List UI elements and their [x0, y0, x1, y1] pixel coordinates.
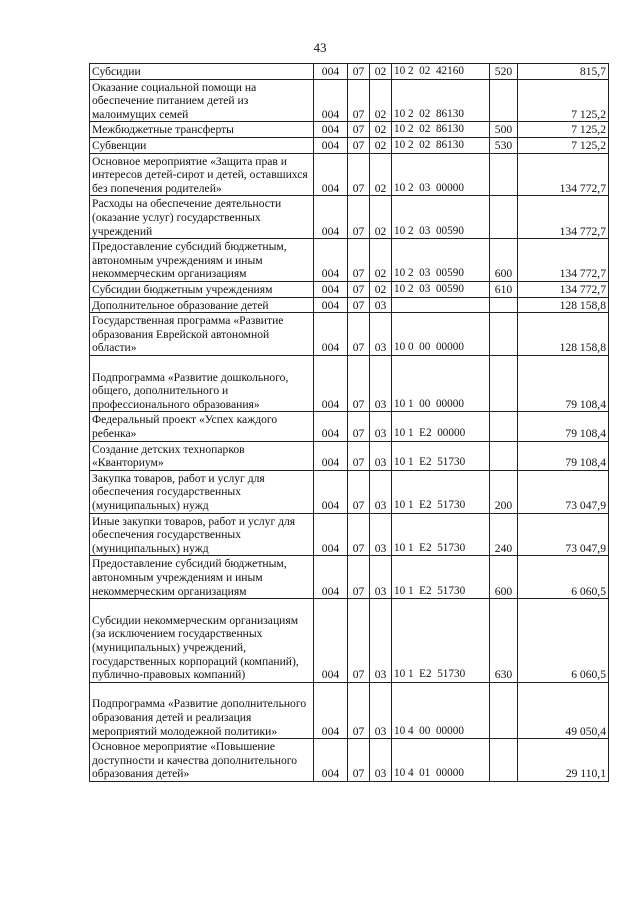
- table-row: [90, 239, 609, 282]
- row-expense-type: [490, 739, 518, 782]
- row-grbs: 004: [314, 599, 348, 683]
- row-section: 07: [348, 355, 370, 411]
- row-section: 07: [348, 556, 370, 599]
- row-target-code: 10 1 E2 51730: [392, 513, 490, 556]
- row-sum: 815,7: [518, 64, 609, 80]
- table-row: [90, 122, 609, 138]
- row-name: Предоставление субсидий бюджетным, автономным учреждениям и иным некоммерческим организациям: [90, 239, 314, 282]
- row-expense-type: 600: [490, 556, 518, 599]
- table-row: [90, 355, 609, 411]
- row-section: 07: [348, 64, 370, 80]
- table-row: [90, 682, 609, 738]
- row-sum: 49 050,4: [518, 682, 609, 738]
- row-grbs: 004: [314, 470, 348, 513]
- row-section: 07: [348, 739, 370, 782]
- row-name: Иные закупки товаров, работ и услуг для обеспечения государственных (муниципальных) нужд: [90, 513, 314, 556]
- row-expense-type: [490, 79, 518, 122]
- row-name: Субсидии бюджетным учреждениям: [90, 281, 314, 297]
- row-grbs: 004: [314, 297, 348, 313]
- row-section: 07: [348, 239, 370, 282]
- row-expense-type: [490, 355, 518, 411]
- row-sum: 7 125,2: [518, 137, 609, 153]
- row-expense-type: [490, 153, 518, 196]
- row-expense-type: [490, 441, 518, 470]
- row-expense-type: [490, 682, 518, 738]
- table-row: [90, 153, 609, 196]
- row-expense-type: 240: [490, 513, 518, 556]
- table-row: [90, 196, 609, 239]
- row-subsection: 02: [370, 281, 392, 297]
- row-subsection: 03: [370, 556, 392, 599]
- table-row: [90, 441, 609, 470]
- row-sum: 29 110,1: [518, 739, 609, 782]
- row-subsection: 03: [370, 313, 392, 356]
- row-target-code: 10 2 03 00000: [392, 153, 490, 196]
- row-expense-type: [490, 313, 518, 356]
- table-row: [90, 513, 609, 556]
- row-section: 07: [348, 441, 370, 470]
- row-target-code: 10 0 00 00000: [392, 313, 490, 356]
- row-target-code: 10 1 E2 51730: [392, 470, 490, 513]
- row-expense-type: [490, 196, 518, 239]
- row-sum: 7 125,2: [518, 79, 609, 122]
- row-name: Субвенции: [90, 137, 314, 153]
- row-sum: 6 060,5: [518, 599, 609, 683]
- table-row: [90, 470, 609, 513]
- row-subsection: 03: [370, 513, 392, 556]
- row-subsection: 02: [370, 79, 392, 122]
- row-target-code: 10 2 03 00590: [392, 239, 490, 282]
- row-target-code: 10 2 03 00590: [392, 281, 490, 297]
- table-row: [90, 412, 609, 441]
- row-grbs: 004: [314, 239, 348, 282]
- row-sum: 134 772,7: [518, 239, 609, 282]
- row-grbs: 004: [314, 313, 348, 356]
- row-target-code: 10 1 E2 51730: [392, 599, 490, 683]
- row-subsection: 02: [370, 153, 392, 196]
- row-subsection: 03: [370, 355, 392, 411]
- row-name: Расходы на обеспечение деятельности (оказание услуг) государственных учреждений: [90, 196, 314, 239]
- table-row: [90, 137, 609, 153]
- row-target-code: 10 1 E2 00000: [392, 412, 490, 441]
- row-expense-type: 600: [490, 239, 518, 282]
- row-expense-type: [490, 297, 518, 313]
- row-name: Подпрограмма «Развитие дополнительного образования детей и реализация мероприятий молодежной политики»: [90, 682, 314, 738]
- row-sum: 134 772,7: [518, 281, 609, 297]
- row-subsection: 03: [370, 599, 392, 683]
- row-grbs: 004: [314, 412, 348, 441]
- row-section: 07: [348, 313, 370, 356]
- row-name: Основное мероприятие «Защита прав и интересов детей-сирот и детей, оставшихся без попечения родителей»: [90, 153, 314, 196]
- row-sum: 79 108,4: [518, 441, 609, 470]
- row-section: 07: [348, 599, 370, 683]
- row-grbs: 004: [314, 739, 348, 782]
- row-name: Оказание социальной помощи на обеспечение питанием детей из малоимущих семей: [90, 79, 314, 122]
- row-expense-type: 530: [490, 137, 518, 153]
- row-sum: 79 108,4: [518, 412, 609, 441]
- row-name: Государственная программа «Развитие образования Еврейской автономной области»: [90, 313, 314, 356]
- row-grbs: 004: [314, 682, 348, 738]
- table-row: [90, 297, 609, 313]
- row-subsection: 02: [370, 239, 392, 282]
- row-sum: 79 108,4: [518, 355, 609, 411]
- row-subsection: 03: [370, 682, 392, 738]
- row-name: Дополнительное образование детей: [90, 297, 314, 313]
- row-grbs: 004: [314, 281, 348, 297]
- row-expense-type: 520: [490, 64, 518, 80]
- row-subsection: 03: [370, 297, 392, 313]
- row-target-code: 10 4 01 00000: [392, 739, 490, 782]
- row-sum: 128 158,8: [518, 297, 609, 313]
- row-grbs: 004: [314, 556, 348, 599]
- row-sum: 134 772,7: [518, 196, 609, 239]
- row-section: 07: [348, 297, 370, 313]
- row-name: Основное мероприятие «Повышение доступности и качества дополнительного образования детей»: [90, 739, 314, 782]
- row-target-code: 10 2 02 42160: [392, 64, 490, 80]
- row-section: 07: [348, 153, 370, 196]
- row-grbs: 004: [314, 79, 348, 122]
- row-subsection: 03: [370, 412, 392, 441]
- row-sum: 6 060,5: [518, 556, 609, 599]
- row-subsection: 03: [370, 470, 392, 513]
- row-expense-type: 630: [490, 599, 518, 683]
- table-row: [90, 64, 609, 80]
- row-subsection: 02: [370, 137, 392, 153]
- row-grbs: 004: [314, 441, 348, 470]
- row-section: 07: [348, 682, 370, 738]
- row-subsection: 02: [370, 64, 392, 80]
- row-section: 07: [348, 137, 370, 153]
- row-sum: 134 772,7: [518, 153, 609, 196]
- row-target-code: 10 4 00 00000: [392, 682, 490, 738]
- row-section: 07: [348, 412, 370, 441]
- row-target-code: 10 1 E2 51730: [392, 441, 490, 470]
- row-grbs: 004: [314, 137, 348, 153]
- row-section: 07: [348, 122, 370, 138]
- row-section: 07: [348, 281, 370, 297]
- row-name: Субсидии: [90, 64, 314, 80]
- row-sum: 73 047,9: [518, 513, 609, 556]
- table-row: [90, 556, 609, 599]
- budget-table: [89, 63, 609, 782]
- row-sum: 128 158,8: [518, 313, 609, 356]
- row-name: Предоставление субсидий бюджетным, автономным учреждениям и иным некоммерческим организациям: [90, 556, 314, 599]
- row-subsection: 03: [370, 441, 392, 470]
- row-sum: 73 047,9: [518, 470, 609, 513]
- row-grbs: 004: [314, 355, 348, 411]
- row-expense-type: [490, 412, 518, 441]
- row-grbs: 004: [314, 513, 348, 556]
- row-expense-type: 500: [490, 122, 518, 138]
- row-subsection: 02: [370, 196, 392, 239]
- row-subsection: 03: [370, 739, 392, 782]
- row-grbs: 004: [314, 196, 348, 239]
- row-target-code: [392, 297, 490, 313]
- table-row: [90, 313, 609, 356]
- row-target-code: 10 1 E2 51730: [392, 556, 490, 599]
- row-sum: 7 125,2: [518, 122, 609, 138]
- row-target-code: 10 2 02 86130: [392, 122, 490, 138]
- row-name: Субсидии некоммерческим организациям (за исключением государственных (муниципальных) учреждений, государственных корпораций (компаний), публично-правовых компаний): [90, 599, 314, 683]
- row-section: 07: [348, 513, 370, 556]
- row-section: 07: [348, 79, 370, 122]
- row-target-code: 10 2 02 86130: [392, 79, 490, 122]
- row-name: Федеральный проект «Успех каждого ребенка»: [90, 412, 314, 441]
- row-target-code: 10 1 00 00000: [392, 355, 490, 411]
- row-name: Подпрограмма «Развитие дошкольного, общего, дополнительного и профессионального образования»: [90, 355, 314, 411]
- table-row: [90, 599, 609, 683]
- row-name: Закупка товаров, работ и услуг для обеспечения государственных (муниципальных) нужд: [90, 470, 314, 513]
- row-section: 07: [348, 196, 370, 239]
- table-row: [90, 739, 609, 782]
- row-target-code: 10 2 03 00590: [392, 196, 490, 239]
- page-number: 43: [313, 40, 327, 55]
- row-expense-type: 200: [490, 470, 518, 513]
- table-row: [90, 281, 609, 297]
- row-grbs: 004: [314, 64, 348, 80]
- row-expense-type: 610: [490, 281, 518, 297]
- row-section: 07: [348, 470, 370, 513]
- row-grbs: 004: [314, 122, 348, 138]
- row-target-code: 10 2 02 86130: [392, 137, 490, 153]
- row-grbs: 004: [314, 153, 348, 196]
- row-name: Межбюджетные трансферты: [90, 122, 314, 138]
- row-subsection: 02: [370, 122, 392, 138]
- table-row: [90, 79, 609, 122]
- row-name: Создание детских технопарков «Кванториум»: [90, 441, 314, 470]
